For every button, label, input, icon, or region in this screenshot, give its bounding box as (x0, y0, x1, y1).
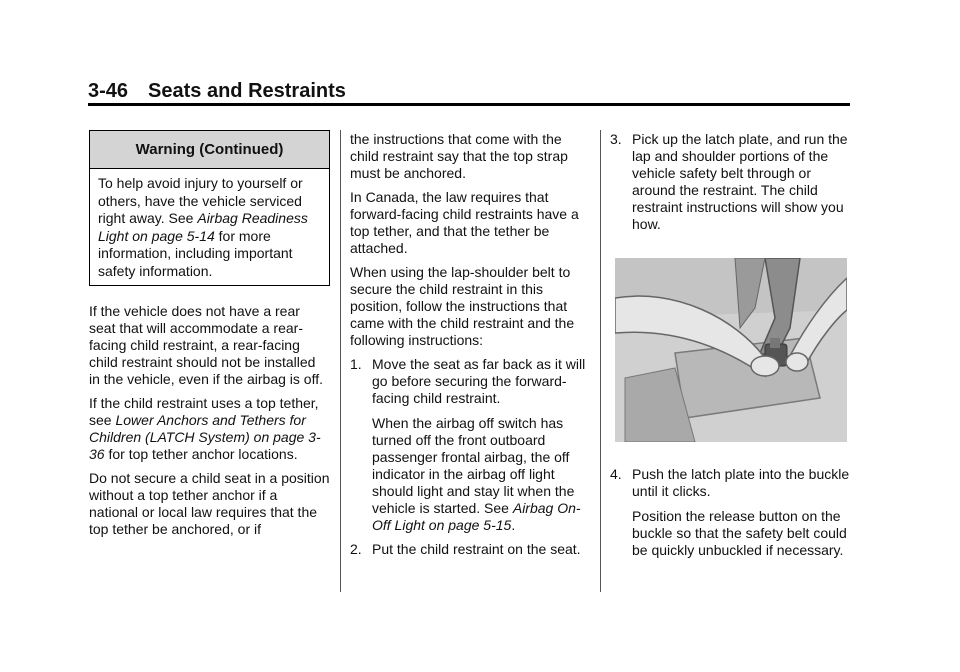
step-text: Push the latch plate into the buckle until it clicks. (632, 466, 850, 499)
paragraph: When using the lap-shoulder belt to secure the child restraint in this position, follow the instructions that came with the child restraint and the following instructions: (350, 264, 575, 348)
paragraph: If the vehicle does not have a rear seat that will accommodate a rear-facing child restraint, a rear-facing child restraint should not be installed in the vehicle, even if the airbag is off. (89, 303, 323, 387)
paragraph: Do not secure a child seat in a position without a top tether anchor if a national or local law requires that the top tether be anchored, or if (89, 470, 330, 537)
step-1 (350, 356, 590, 534)
step-note: When the airbag off switch has turned off the front outboard passenger frontal airbag, the off indicator in the airbag off light should light and stay lit when the vehicle is started. See Airbag On-Off Light on page 5-15. (372, 415, 581, 533)
step-number: 1. (350, 356, 362, 372)
step-text: Put the child restraint on the seat. (372, 541, 581, 557)
column-divider (340, 130, 341, 592)
cross-reference-link[interactable]: Lower Anchors and Tethers for Children (LATCH System) on page 3-36 (89, 412, 321, 462)
column-divider (600, 130, 601, 592)
paragraph: In Canada, the law requires that forward-facing child restraints have a top tether, and that the tether be attached. (350, 189, 579, 256)
cross-reference-link[interactable]: Airbag On-Off Light on page 5-15 (372, 500, 581, 533)
page-header (88, 80, 346, 103)
warning-box (89, 130, 330, 286)
step-number: 3. (610, 131, 622, 147)
step-text: Pick up the latch plate, and run the lap and shoulder portions of the vehicle safety belt through or around the restraint. The child restraint instructions will show you how. (632, 131, 848, 232)
section-title: Seats and Restraints (148, 80, 346, 102)
column-3 (610, 131, 850, 566)
step-4 (610, 466, 850, 559)
warning-body: To help avoid injury to yourself or others, have the vehicle serviced right away. See Airbag Readiness Light on page 5-14 for more information, including important safety information. (98, 175, 308, 279)
column-2 (350, 131, 590, 565)
step-text: Move the seat as far back as it will go before securing the forward-facing child restraint. (372, 356, 586, 406)
header-rule (88, 103, 850, 106)
warning-title: Warning (Continued) (90, 131, 329, 169)
step-number: 4. (610, 466, 622, 482)
paragraph: the instructions that come with the child restraint say that the top strap must be anchored. (350, 131, 568, 181)
step-2 (350, 541, 590, 558)
page-number: 3-46 (88, 80, 129, 102)
cross-reference-link[interactable]: Airbag Readiness Light on page 5-14 (98, 210, 308, 244)
latch-plate-buckle-illustration (615, 258, 847, 442)
column-1 (89, 130, 330, 545)
paragraph: If the child restraint uses a top tether, see Lower Anchors and Tethers for Children (LATCH System) on page 3-36 for top tether anchor locations. (89, 395, 321, 462)
step-number: 2. (350, 541, 362, 557)
step-note: Position the release button on the buckle so that the safety belt could be quickly unbuckled if necessary. (632, 508, 847, 558)
step-3 (610, 131, 850, 233)
